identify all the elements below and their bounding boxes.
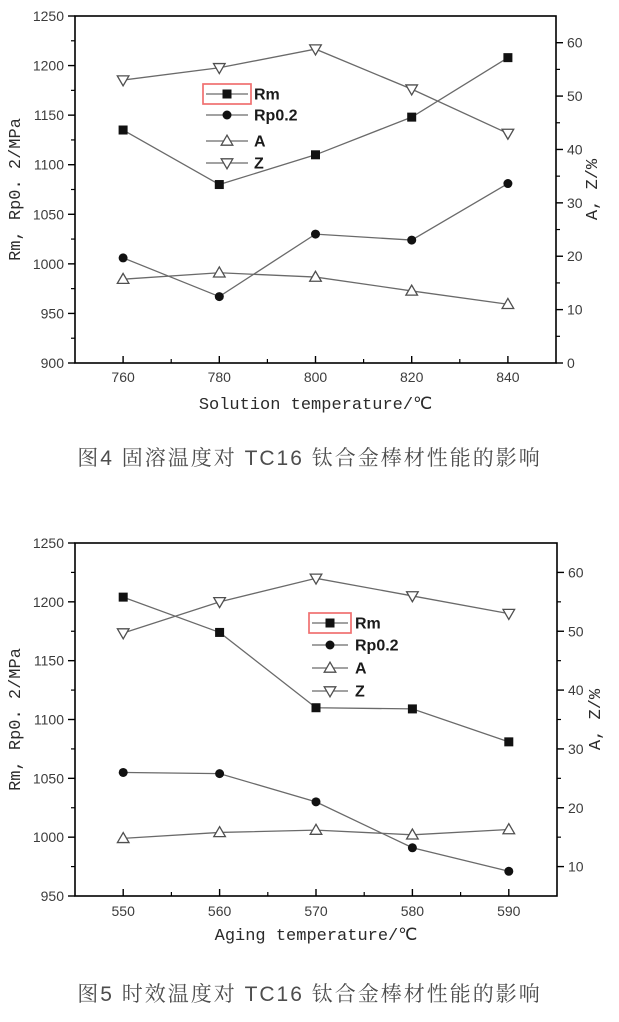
svg-text:780: 780 [207, 369, 231, 385]
svg-text:550: 550 [111, 903, 135, 919]
svg-text:560: 560 [207, 903, 232, 919]
svg-text:1250: 1250 [32, 535, 64, 551]
svg-text:30: 30 [568, 740, 584, 757]
svg-text:A: A [355, 660, 367, 678]
svg-text:1200: 1200 [32, 57, 64, 74]
svg-text:590: 590 [497, 903, 521, 919]
svg-text:40: 40 [567, 141, 583, 158]
svg-text:20: 20 [567, 248, 583, 265]
svg-text:1150: 1150 [33, 107, 64, 124]
svg-text:A, Z/%: A, Z/% [587, 688, 606, 751]
svg-text:1000: 1000 [32, 829, 64, 846]
svg-text:50: 50 [568, 623, 584, 640]
chart-solution-temperature [0, 0, 619, 418]
svg-text:40: 40 [568, 682, 584, 699]
svg-text:1000: 1000 [32, 255, 64, 272]
svg-text:Rm, Rp0. 2/MPa: Rm, Rp0. 2/MPa [7, 648, 26, 791]
svg-text:840: 840 [496, 369, 520, 385]
svg-text:Rp0.2: Rp0.2 [355, 637, 399, 655]
svg-text:1150: 1150 [33, 652, 64, 669]
svg-text:Aging temperature/℃: Aging temperature/℃ [214, 927, 418, 946]
svg-text:30: 30 [567, 194, 583, 211]
svg-text:10: 10 [568, 858, 584, 875]
figure-5 [0, 530, 619, 1010]
svg-text:570: 570 [304, 903, 328, 919]
figure-5-caption: 图5 时效温度对 TC16 钛合金棒材性能的影响 [77, 983, 542, 1006]
svg-text:60: 60 [568, 564, 584, 581]
svg-text:Rm: Rm [254, 86, 280, 104]
svg-text:1250: 1250 [32, 8, 64, 24]
svg-text:900: 900 [40, 355, 64, 371]
svg-text:820: 820 [400, 369, 424, 385]
svg-text:0: 0 [567, 355, 575, 371]
svg-text:Z: Z [355, 683, 365, 701]
svg-text:20: 20 [568, 799, 584, 816]
svg-text:760: 760 [111, 369, 135, 385]
svg-text:Rm: Rm [355, 615, 381, 633]
svg-text:50: 50 [567, 88, 583, 105]
svg-text:60: 60 [567, 34, 583, 51]
svg-text:1100: 1100 [33, 711, 64, 728]
svg-text:1200: 1200 [32, 593, 64, 610]
svg-text:580: 580 [400, 903, 425, 919]
svg-text:800: 800 [303, 369, 328, 385]
figure-4 [0, 0, 619, 474]
svg-text:1100: 1100 [33, 156, 64, 173]
chart-aging-temperature [0, 530, 619, 948]
svg-text:1050: 1050 [32, 206, 64, 223]
svg-text:A, Z/%: A, Z/% [584, 158, 603, 221]
svg-text:950: 950 [40, 305, 64, 322]
figure-4-caption: 图4 固溶温度对 TC16 钛合金棒材性能的影响 [77, 447, 542, 470]
svg-text:10: 10 [567, 301, 583, 318]
svg-text:A: A [254, 133, 266, 151]
svg-text:Z: Z [254, 155, 264, 173]
svg-text:Solution temperature/℃: Solution temperature/℃ [198, 396, 433, 415]
svg-text:950: 950 [40, 888, 64, 904]
svg-text:Rp0.2: Rp0.2 [254, 107, 298, 125]
svg-text:Rm, Rp0. 2/MPa: Rm, Rp0. 2/MPa [7, 118, 26, 261]
svg-text:1050: 1050 [32, 770, 64, 787]
